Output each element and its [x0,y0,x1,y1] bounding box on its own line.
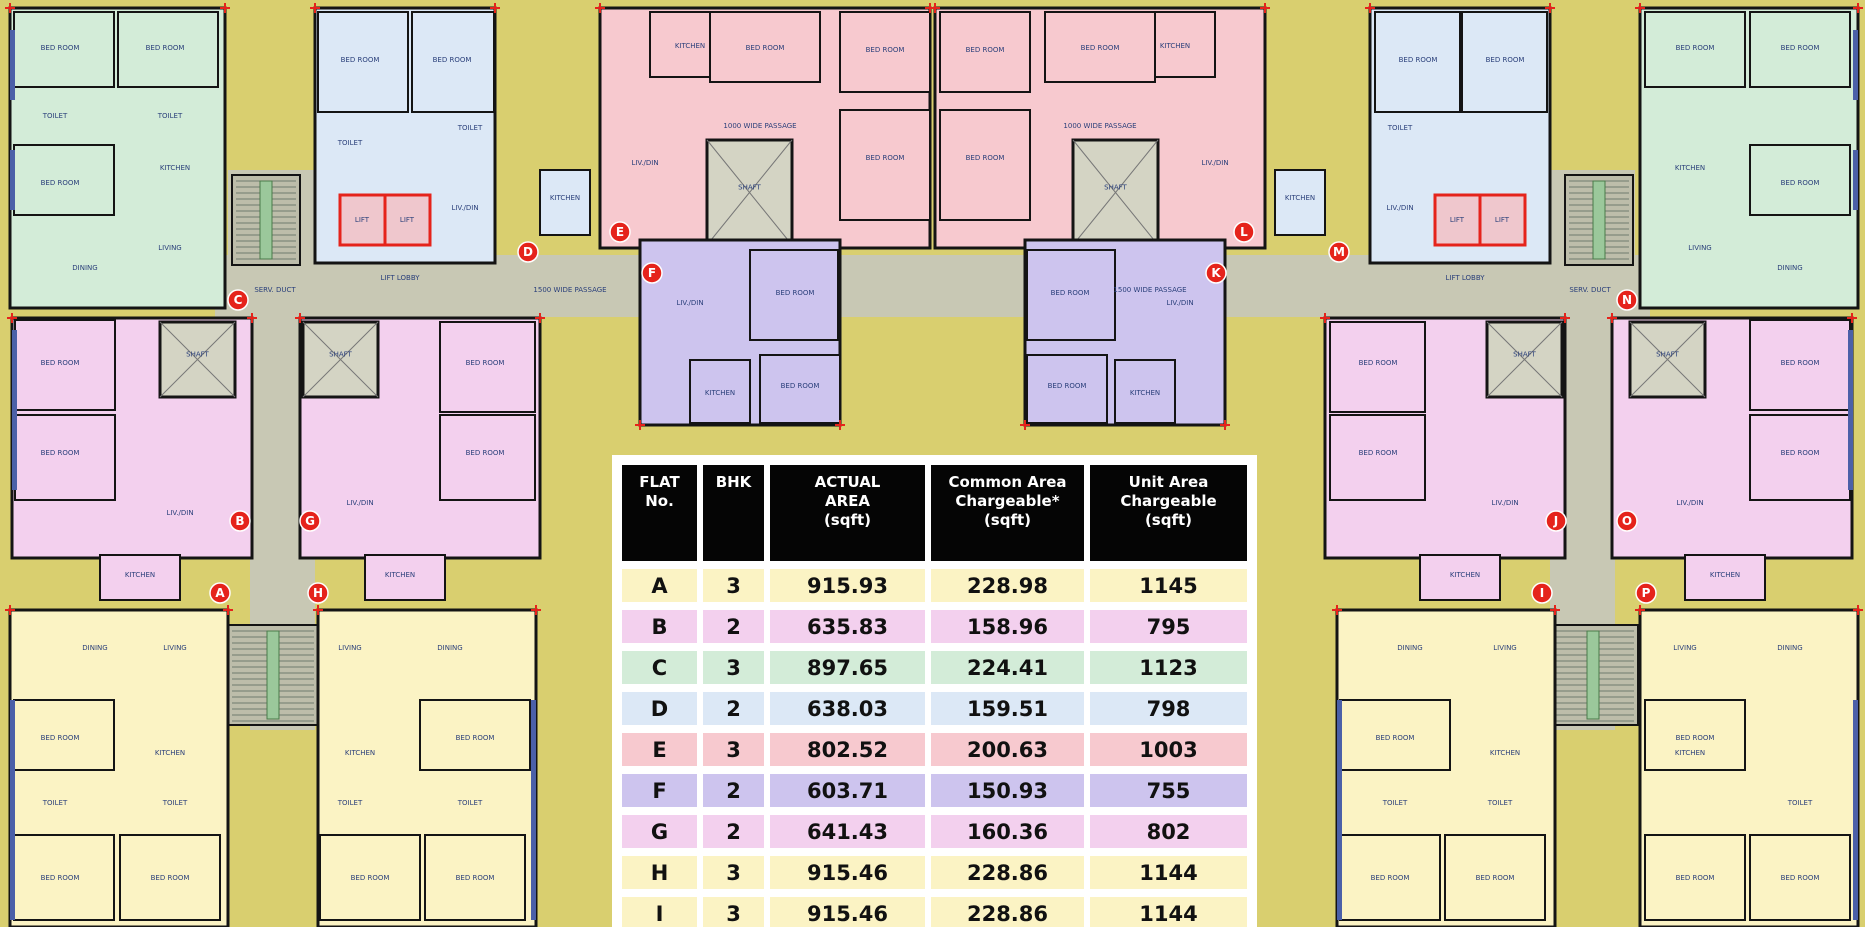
table-cell-unit: 1123 [1090,651,1247,684]
flat-marker-label: F [647,266,657,280]
table-cell-actual: 897.65 [770,651,925,684]
header-common-area [931,465,1084,561]
header-text: FLAT [639,473,680,491]
table-cell-common: 228.86 [931,897,1084,927]
flat-marker-label: A [215,586,225,600]
room-label: LIV./DIN [346,499,374,507]
shaft-label: SHAFT [1513,350,1536,359]
room-label: DINING [1397,644,1423,652]
room-label: SERV. DUCT [1569,286,1611,294]
room-label: BED ROOM [455,734,495,742]
room-label: 1000 WIDE PASSAGE [723,122,797,130]
room-label: LIFT [1449,216,1465,224]
bed-room [940,110,1030,220]
room-label: LIVING [338,644,362,652]
room-label: KITCHEN [159,164,191,172]
room-label: TOILET [337,799,363,807]
stair-well [260,181,272,259]
room-label: BED ROOM [1780,874,1820,882]
room-label: KITCHEN [344,749,376,757]
window-strip [10,150,15,210]
room-label: TOILET [337,139,363,147]
room-label: TOILET [157,112,183,120]
room-label: KITCHEN [154,749,186,757]
table-cell-bhk: 3 [703,733,764,766]
room-label: BED ROOM [965,154,1005,162]
room-label: LIV./DIN [676,299,704,307]
table-cell-flat: B [622,610,697,643]
window-strip [12,330,17,490]
bed-room [1330,322,1425,412]
room-label: DINING [72,264,98,272]
table-cell-bhk: 3 [703,856,764,889]
window-strip [10,700,15,920]
flat-marker-label: D [523,245,533,259]
room-label: KITCHEN [1159,42,1191,50]
room-label: KITCHEN [1449,571,1481,579]
window-strip [1853,700,1858,920]
flat-marker-label: C [233,293,243,307]
flat-marker-label: L [1240,225,1248,239]
room-label: LIFT [354,216,370,224]
room-label: 1000 WIDE PASSAGE [1063,122,1137,130]
room-label: BED ROOM [340,56,380,64]
table-cell-unit: 795 [1090,610,1247,643]
room-label: BED ROOM [1370,874,1410,882]
header-text: (sqft) [823,511,872,529]
header-text: Chargeable [1120,492,1217,510]
room-label: LIFT [1494,216,1510,224]
header-text: Unit Area [1128,473,1209,491]
table-cell-actual: 638.03 [770,692,925,725]
room-label: SERV. DUCT [254,286,296,294]
room-label: BED ROOM [432,56,472,64]
room-label: BED ROOM [965,46,1005,54]
room-label: TOILET [457,799,483,807]
table-cell-unit: 755 [1090,774,1247,807]
flat-marker-label: O [1621,514,1633,528]
stair-well [1587,631,1599,719]
room-label: BED ROOM [1398,56,1438,64]
room-label: BED ROOM [455,874,495,882]
room-label: LIVING [1493,644,1517,652]
room-label: BED ROOM [1080,44,1120,52]
window-strip [1853,150,1858,210]
flat-marker-label: M [1333,245,1345,259]
room-label: KITCHEN [124,571,156,579]
table-cell-flat: D [622,692,697,725]
room-label: BED ROOM [40,734,80,742]
room-label: BED ROOM [40,359,80,367]
table-cell-actual: 915.93 [770,569,925,602]
room-label: BED ROOM [1358,359,1398,367]
room-label: TOILET [1387,124,1413,132]
table-cell-unit: 1145 [1090,569,1247,602]
table-cell-bhk: 3 [703,651,764,684]
table-cell-common: 224.41 [931,651,1084,684]
table-cell-common: 200.63 [931,733,1084,766]
table-cell-actual: 603.71 [770,774,925,807]
table-cell-flat: I [622,897,697,927]
table-cell-common: 150.93 [931,774,1084,807]
room-label: KITCHEN [384,571,416,579]
header-text: Common Area [948,473,1067,491]
room-label: KITCHEN [1674,164,1706,172]
table-cell-actual: 641.43 [770,815,925,848]
room-label: LIV./DIN [1166,299,1194,307]
bed-room [15,415,115,500]
room-label: KITCHEN [1709,571,1741,579]
table-cell-bhk: 3 [703,569,764,602]
bed-room [1750,415,1850,500]
room-label: BED ROOM [1358,449,1398,457]
room-label: TOILET [42,112,68,120]
window-strip [531,700,536,920]
room-label: LIVING [158,244,182,252]
room-label: LIVING [163,644,187,652]
room-label: BED ROOM [1780,44,1820,52]
room-label: BED ROOM [465,359,505,367]
table-cell-flat: E [622,733,697,766]
room-label: BED ROOM [1675,734,1715,742]
room-label: LIVING [1688,244,1712,252]
stair-well [267,631,279,719]
window-strip [10,30,15,100]
header-text: BHK [715,473,752,491]
room-label: BED ROOM [40,179,80,187]
bed-room [440,415,535,500]
room-label: 1500 WIDE PASSAGE [533,286,607,294]
table-cell-actual: 802.52 [770,733,925,766]
header-text: ACTUAL [814,473,881,491]
table-cell-flat: F [622,774,697,807]
room-label: LIVING [1673,644,1697,652]
kitchen [540,170,590,235]
flat-marker-label: I [1539,586,1545,600]
room-label: BED ROOM [865,46,905,54]
stair-well [1593,181,1605,259]
room-label: 1500 WIDE PASSAGE [1113,286,1187,294]
window-strip [1848,330,1853,490]
table-cell-actual: 915.46 [770,856,925,889]
room-label: LIFT LOBBY [1445,274,1485,282]
shaft-label: SHAFT [1104,183,1127,192]
room-label: BED ROOM [1780,179,1820,187]
room-label: LIV./DIN [166,509,194,517]
table-cell-common: 160.36 [931,815,1084,848]
table-cell-flat: H [622,856,697,889]
room-label: KITCHEN [674,42,706,50]
window-strip [1337,700,1342,920]
table-cell-common: 158.96 [931,610,1084,643]
room-label: LIV./DIN [451,204,479,212]
table-cell-flat: C [622,651,697,684]
table-cell-unit: 798 [1090,692,1247,725]
room-label: BED ROOM [865,154,905,162]
room-label: BED ROOM [745,44,785,52]
room-label: DINING [82,644,108,652]
room-label: BED ROOM [780,382,820,390]
header-actual-area [770,465,925,561]
room-label: KITCHEN [549,194,581,202]
room-label: LIFT LOBBY [380,274,420,282]
table-cell-bhk: 2 [703,815,764,848]
room-label: KITCHEN [1674,749,1706,757]
header-text: (sqft) [1144,511,1193,529]
room-label: DINING [1777,264,1803,272]
room-label: BED ROOM [1475,874,1515,882]
room-label: TOILET [1787,799,1813,807]
table-cell-flat: A [622,569,697,602]
flat-marker-label: G [305,514,315,528]
room-label: BED ROOM [150,874,190,882]
room-label: LIV./DIN [631,159,659,167]
room-label: TOILET [162,799,188,807]
room-label: BED ROOM [145,44,185,52]
shaft-label: SHAFT [1656,350,1679,359]
table-cell-actual: 635.83 [770,610,925,643]
table-cell-unit: 802 [1090,815,1247,848]
room-label: BED ROOM [40,874,80,882]
table-cell-actual: 915.46 [770,897,925,927]
room-label: KITCHEN [1284,194,1316,202]
room-label: BED ROOM [1675,44,1715,52]
flat-marker-label: H [312,586,324,600]
bed-room [440,322,535,412]
room-label: TOILET [1382,799,1408,807]
room-label: BED ROOM [1050,289,1090,297]
table-cell-common: 228.98 [931,569,1084,602]
flat-marker-label: B [235,514,245,528]
room-label: TOILET [42,799,68,807]
room-label: TOILET [1487,799,1513,807]
table-cell-flat: G [622,815,697,848]
bed-room [1330,415,1425,500]
room-label: BED ROOM [1780,449,1820,457]
table-cell-bhk: 2 [703,610,764,643]
table-cell-unit: 1144 [1090,897,1247,927]
room-label: BED ROOM [40,44,80,52]
table-cell-bhk: 3 [703,897,764,927]
room-label: LIFT [399,216,415,224]
room-label: BED ROOM [40,449,80,457]
table-cell-bhk: 2 [703,692,764,725]
header-text: No. [645,492,674,510]
room-label: KITCHEN [1489,749,1521,757]
room-label: BED ROOM [1485,56,1525,64]
room-label: BED ROOM [1675,874,1715,882]
shaft-label: SHAFT [329,350,352,359]
kitchen [1275,170,1325,235]
room-label: BED ROOM [465,449,505,457]
room-label: BED ROOM [1780,359,1820,367]
table-cell-common: 159.51 [931,692,1084,725]
room-label: BED ROOM [1047,382,1087,390]
flat-marker-label: P [1641,586,1651,600]
flat-marker-label: E [615,225,625,239]
table-cell-bhk: 2 [703,774,764,807]
room-label: BED ROOM [1375,734,1415,742]
room-label: KITCHEN [1129,389,1161,397]
window-strip [1853,30,1858,100]
room-label: TOILET [457,124,483,132]
flat-marker-label: N [1621,293,1633,307]
header-unit-area [1090,465,1247,561]
room-label: DINING [437,644,463,652]
room-label: LIV./DIN [1386,204,1414,212]
header-text: Chargeable* [955,492,1060,510]
header-flat-no [622,465,697,561]
header-text: (sqft) [983,511,1032,529]
flat-marker-label: K [1211,266,1221,280]
room-label: LIV./DIN [1676,499,1704,507]
room-label: BED ROOM [775,289,815,297]
table-cell-unit: 1144 [1090,856,1247,889]
room-label: BED ROOM [350,874,390,882]
area-table [612,455,1257,927]
room-label: LIV./DIN [1491,499,1519,507]
flat-marker-label: J [1553,514,1559,528]
table-cell-common: 228.86 [931,856,1084,889]
shaft-label: SHAFT [186,350,209,359]
header-text: AREA [824,492,870,510]
room-label: LIV./DIN [1201,159,1229,167]
bed-room [840,110,930,220]
header-bhk [703,465,764,561]
table-cell-unit: 1003 [1090,733,1247,766]
shaft-label: SHAFT [738,183,761,192]
room-label: KITCHEN [704,389,736,397]
room-label: DINING [1777,644,1803,652]
